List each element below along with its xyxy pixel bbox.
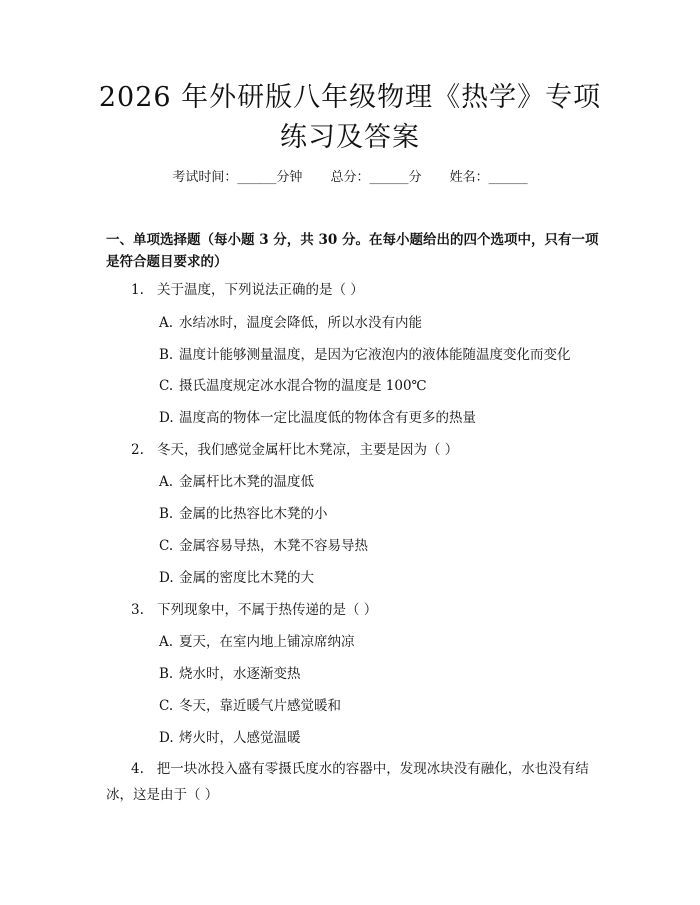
question-text: 把一块冰投入盛有零摄氏度水的容器中，发现冰块没有融化，水也没有结冰，这是由于（ ） [106,761,589,803]
question-3 [131,600,377,620]
document-title: 2026 年外研版八年级物理《热学》专项练习及答案 [98,82,602,153]
option-3c [159,696,341,716]
option-text: 水结冰时，温度会降低，所以水没有内能 [179,315,422,331]
option-text: 温度计能够测量温度，是因为它液泡内的液体能随温度变化而变化 [179,347,571,363]
option-text: 金属容易导热，木凳不容易导热 [179,538,368,554]
option-text: 夏天，在室内地上铺凉席纳凉 [179,634,355,650]
option-letter: A. [159,474,174,490]
option-letter: A. [159,634,174,650]
question-text: 冬天，我们感觉金属杆比木凳凉，主要是因为（ ） [157,442,459,458]
option-letter: B. [159,666,174,682]
option-2a [159,472,314,492]
question-number: 2. [131,442,144,458]
question-text: 下列现象中，不属于热传递的是（ ） [157,602,378,618]
question-number: 3. [131,602,144,618]
question-1 [131,280,364,300]
option-letter: D. [159,410,174,426]
option-text: 温度高的物体一定比温度低的物体含有更多的热量 [179,410,476,426]
option-text: 金属的比热容比木凳的小 [179,506,328,522]
option-letter: C. [159,698,174,714]
option-letter: B. [159,347,174,363]
option-1d [159,408,476,428]
question-2 [131,440,458,460]
option-1a [159,313,422,333]
option-letter: B. [159,506,174,522]
option-3b [159,664,301,684]
question-number: 4. [131,761,144,777]
option-text: 摄氏温度规定冰水混合物的温度是 100℃ [179,378,427,394]
option-1c [159,376,427,396]
question-4 [106,756,606,808]
option-3d [159,728,301,748]
option-1b [159,345,571,365]
question-text: 关于温度，下列说法正确的是（ ） [157,282,364,298]
option-letter: A. [159,315,174,331]
option-2d [159,568,314,588]
exam-meta [0,169,700,187]
option-text: 烧水时，水逐渐变热 [179,666,301,682]
option-2b [159,504,328,524]
student-name: 姓名：______ [449,170,528,185]
question-number: 1. [131,282,144,298]
option-text: 烤火时，人感觉温暖 [179,730,301,746]
option-letter: C. [159,378,174,394]
exam-total-score: 总分：______分 [330,170,422,185]
exam-time: 考试时间：______分钟 [172,170,303,185]
option-letter: D. [159,730,174,746]
section-heading: 一、单项选择题（每小题 3 分，共 30 分。在每小题给出的四个选项中，只有一项是符合题目要求的） [106,232,599,270]
option-2c [159,536,368,556]
option-letter: D. [159,570,174,586]
option-3a [159,632,355,652]
option-text: 冬天，靠近暖气片感觉暖和 [179,698,341,714]
option-letter: C. [159,538,174,554]
option-text: 金属杆比木凳的温度低 [179,474,314,490]
option-text: 金属的密度比木凳的大 [179,570,314,586]
